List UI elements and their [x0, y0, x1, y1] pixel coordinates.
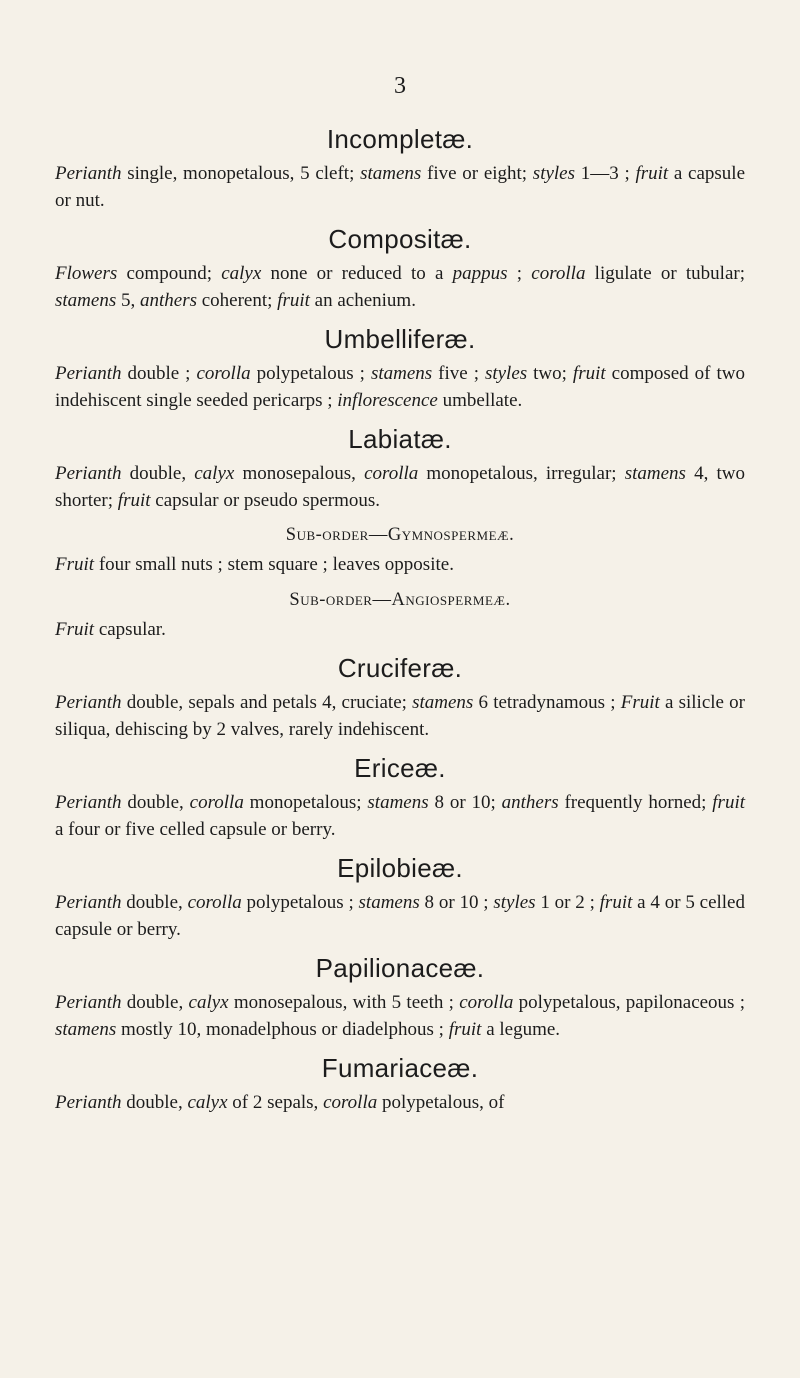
section-description: Perianth double, calyx of 2 sepals, corolla polypetalous, of	[55, 1092, 505, 1113]
section-cruciferae	[55, 651, 745, 743]
section-description: Perianth double, calyx monosepalous, with 5 teeth ; corolla polypetalous, papilonaceous ; stamens mostly 10, monadelphous or diadelphous ; fruit a legume.	[55, 992, 746, 1040]
section-umbelliferae	[55, 322, 745, 414]
section-fumariaceae	[55, 1051, 745, 1117]
suborder-description: Fruit capsular.	[55, 618, 166, 640]
section-heading: Epilobieæ.	[337, 853, 463, 883]
section-heading: Umbelliferæ.	[324, 324, 476, 354]
section-heading: Fumariaceæ.	[321, 1053, 479, 1083]
section-description: Perianth single, monopetalous, 5 cleft; stamens five or eight; styles 1—3 ; fruit a capsule or nut.	[55, 163, 746, 211]
section-heading: Cruciferæ.	[337, 653, 463, 683]
section-ericeae	[55, 751, 745, 843]
section-description: Perianth double, corolla monopetalous; stamens 8 or 10; anthers frequently horned; fruit a four or five celled capsule or berry.	[55, 792, 745, 840]
section-heading: Incompletæ.	[326, 124, 474, 154]
suborder-heading: Sub-order—Gymnospermeæ.	[285, 525, 515, 545]
section-incompletae	[55, 122, 745, 214]
section-heading: Compositæ.	[328, 224, 472, 254]
suborder-heading: Sub-order—Angiospermeæ.	[289, 589, 511, 610]
suborder-description: Fruit four small nuts ; stem square ; leaves opposite.	[55, 554, 454, 575]
section-description: Perianth double, corolla polypetalous ; stamens 8 or 10 ; styles 1 or 2 ; fruit a 4 or 5 celled capsule or berry.	[55, 892, 745, 940]
section-heading: Papilionaceæ.	[315, 953, 485, 983]
section-epilobieae	[55, 851, 745, 943]
page-number: 3	[394, 73, 406, 99]
section-description: Perianth double, calyx monosepalous, corolla monopetalous, irregular; stamens 4, two shorter; fruit capsular or pseudo spermous.	[55, 463, 746, 511]
page-body	[55, 122, 745, 1125]
section-labiatae	[55, 422, 745, 643]
section-papilionaceae	[55, 951, 745, 1043]
section-heading: Labiatæ.	[348, 424, 452, 454]
section-compositae	[55, 222, 745, 314]
section-description: Perianth double, sepals and petals 4, cruciate; stamens 6 tetradynamous ; Fruit a silicle or siliqua, dehiscing by 2 valves, rarely indehiscent.	[55, 692, 745, 740]
section-heading: Ericeæ.	[354, 753, 446, 783]
section-description: Perianth double ; corolla polypetalous ; stamens five ; styles two; fruit composed of two indehiscent single seeded pericarps ; inflorescence umbellate.	[55, 363, 745, 411]
section-description: Flowers compound; calyx none or reduced to a pappus ; corolla ligulate or tubular; stamens 5, anthers coherent; fruit an achenium.	[55, 263, 745, 311]
